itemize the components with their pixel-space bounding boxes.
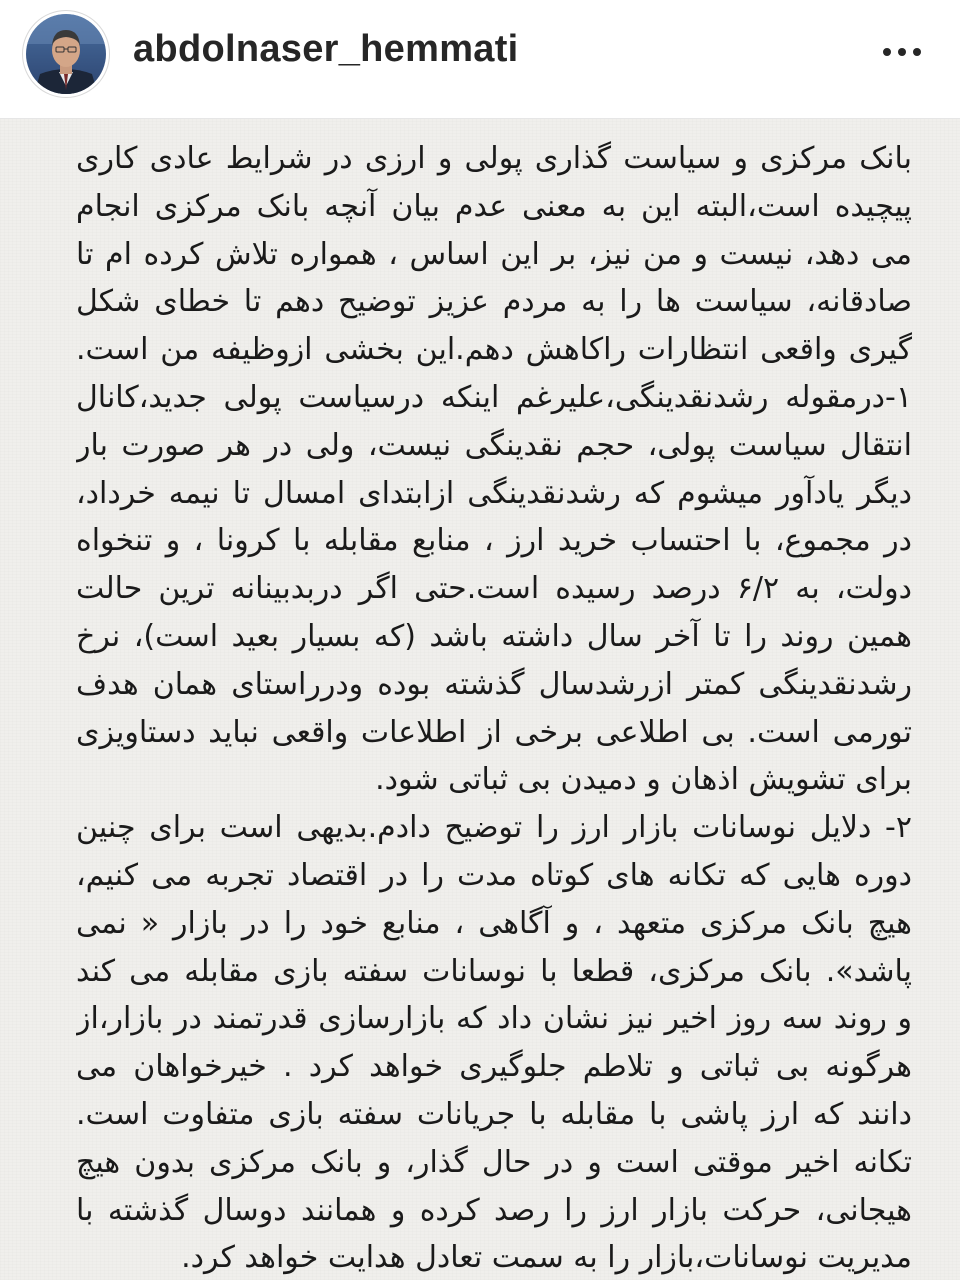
text-line: همین روند را تا آخر سال داشته باشد (که بسیار بعید است)، نرخ bbox=[76, 618, 912, 654]
text-line: پیچیده است،البته این به معنی عدم بیان آنچه بانک مرکزی انجام bbox=[76, 188, 912, 224]
text-line: انتقال سیاست پولی، حجم نقدینگی نیست، ولی در هر صورت بار bbox=[76, 427, 912, 463]
text-line: مدیریت نوسانات،بازار را به سمت تعادل هدایت خواهد کرد. bbox=[181, 1240, 912, 1276]
post-image[interactable] bbox=[0, 119, 960, 1280]
more-options-button[interactable] bbox=[872, 30, 932, 74]
text-line: صادقانه، سیاست ها را به مردم عزیز توضیح دهم تا خطای شکل bbox=[76, 284, 912, 320]
text-line: گیری واقعی انتظارات راکاهش دهم.این بخشی ازوظیفه من است. bbox=[76, 332, 912, 368]
post-header bbox=[0, 0, 960, 119]
text-line: تورمی است. بی اطلاعی برخی از اطلاعات واقعی نباید دستاویزی bbox=[76, 714, 912, 750]
text-line: هرگونه بی ثباتی و تلاطم جلوگیری خواهد کرد . خیرخواهان می bbox=[76, 1049, 912, 1085]
text-line: دوره هایی که تکانه های کوتاه مدت را در اقتصاد تجربه می کنیم، bbox=[76, 857, 912, 893]
avatar[interactable] bbox=[26, 14, 106, 94]
username-link[interactable]: abdolnaser_hemmati bbox=[133, 28, 519, 70]
text-line: هیجانی، حرکت بازار ارز را رصد کرده و همانند دوسال گذشته با bbox=[76, 1192, 912, 1228]
more-options-icon bbox=[913, 48, 921, 56]
text-line: برای تشویش اذهان و دمیدن بی ثباتی شود. bbox=[375, 762, 912, 798]
text-line: در مجموع، با احتساب خرید ارز ، منابع مقابله با کرونا ، و تنخواه bbox=[76, 523, 912, 559]
text-line: پاشد». بانک مرکزی، قطعا با نوسانات سفته بازی مقابله می کند bbox=[76, 953, 912, 989]
text-line: دیگر یادآور میشوم که رشدنقدینگی ازابتدای امسال تا نیمه خرداد، bbox=[76, 475, 912, 511]
text-line: هیچ بانک مرکزی متعهد ، و آگاهی ، منابع خود را در بازار « نمی bbox=[76, 905, 912, 941]
statement-text bbox=[76, 135, 912, 1280]
text-line: ۲- دلایل نوسانات بازار ارز را توضیح دادم.بدیهی است برای چنین bbox=[76, 810, 912, 846]
text-line: ۱-درمقوله رشدنقدینگی،علیرغم اینکه درسیاست پولی جدید،کانال bbox=[76, 379, 912, 415]
more-options-icon bbox=[883, 48, 891, 56]
text-line: می دهد، نیست و من نیز، بر این اساس ، همواره تلاش کرده ام تا bbox=[76, 236, 912, 272]
text-line: بانک مرکزی و سیاست گذاری پولی و ارزی در شرایط عادی کاری bbox=[76, 141, 912, 176]
text-line: و روند سه روز اخیر نیز نشان داد که بازارسازی قدرتمند در بازار،از bbox=[76, 1001, 912, 1037]
more-options-icon bbox=[898, 48, 906, 56]
profile-photo-icon bbox=[26, 14, 106, 94]
text-line: دولت، به ۶/۲ درصد رسیده است.حتی اگر دربدبینانه ترین حالت bbox=[76, 571, 912, 607]
text-line: رشدنقدینگی کمتر ازرشدسال گذشته بوده ودرراستای همان هدف bbox=[76, 666, 912, 702]
text-line: تکانه اخیر موقتی است و در حال گذار، و بانک مرکزی بدون هیچ bbox=[76, 1144, 912, 1180]
text-line: دانند که ارز پاشی با مقابله با جریانات سفته بازی متفاوت است. bbox=[76, 1096, 912, 1132]
